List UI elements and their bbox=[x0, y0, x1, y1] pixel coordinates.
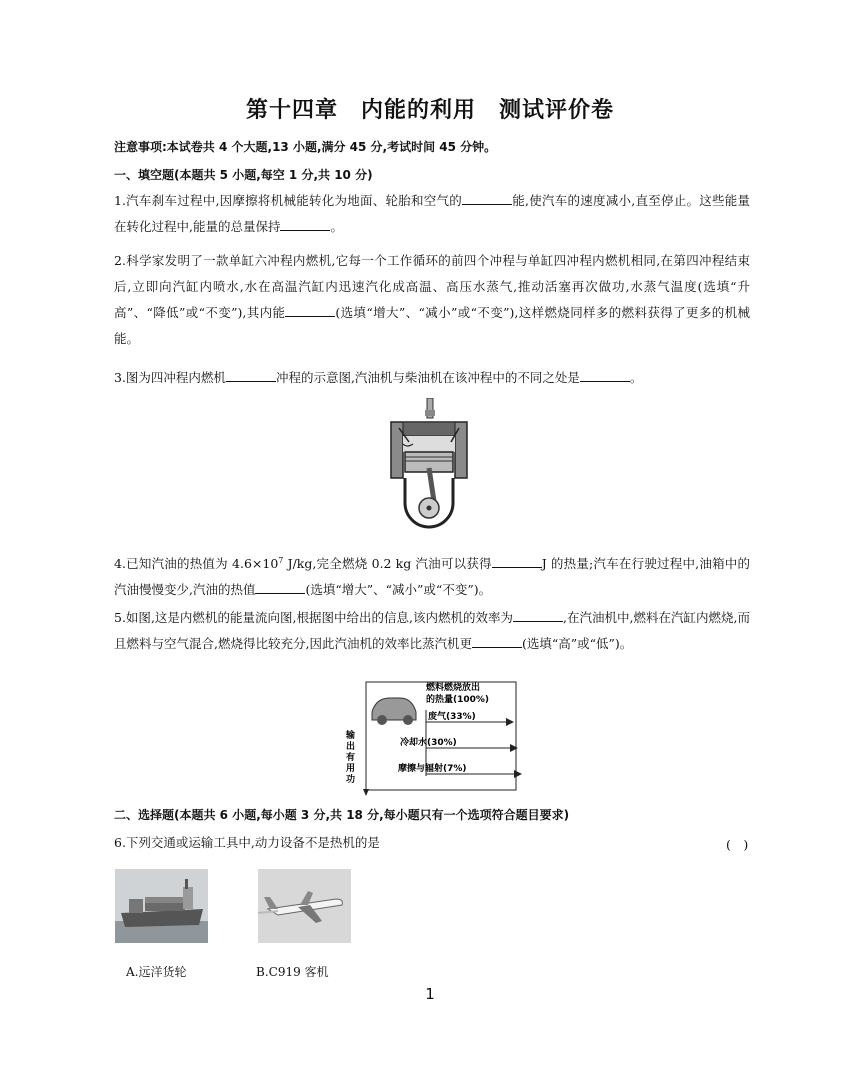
diagram-coolant-label: 冷却水(30%) bbox=[400, 738, 457, 748]
q1-text-c: 。 bbox=[330, 219, 343, 234]
q4-text-a: 4.已知汽油的热值为 4.6×10 bbox=[114, 556, 279, 572]
q4-blank-2 bbox=[255, 583, 305, 594]
diagram-friction-label: 摩擦与辐射(7%) bbox=[398, 764, 467, 774]
question-3 bbox=[114, 365, 750, 391]
energy-flow-diagram bbox=[338, 676, 528, 798]
option-a-label: A.远洋货轮 bbox=[126, 965, 187, 979]
q2-text-c: (选填“增大”、“减小”或“不变”),这样燃烧同样多的燃料获得了更多的机械能。 bbox=[114, 305, 750, 346]
page-title: 第十四章 内能的利用 测试评价卷 bbox=[245, 98, 614, 123]
question-1 bbox=[114, 188, 750, 240]
q3-text-c: 。 bbox=[629, 370, 643, 385]
question-4 bbox=[114, 548, 750, 603]
q4-text-b: J/kg,完全燃烧 0.2 kg 汽油可以获得 bbox=[283, 556, 492, 572]
question-5 bbox=[114, 605, 750, 657]
q3-blank-1 bbox=[226, 371, 276, 382]
question-2 bbox=[114, 248, 750, 352]
q2-text-a: 2.科学家发明了一款单缸六冲程内燃机,它每一个工作循环的前四个冲程与单缸四冲程内燃机相同,在第四冲程结束后,立即向汽缸内喷水,水在高温汽缸内迅速汽化成高温、高压水蒸气,推动活塞再次做功,水蒸气温度 bbox=[114, 253, 750, 294]
q5-text-b: ,在汽油机中,燃料在汽缸内燃烧,而且燃料与空气混合,燃烧得比较充分,因此汽油机的效率比蒸汽机更 bbox=[114, 610, 750, 651]
q3-text-b: 冲程的示意图,汽油机与柴油机在该冲程中的不同之处是 bbox=[275, 370, 580, 385]
q5-text-c: (选填“高”或“低”)。 bbox=[521, 636, 633, 651]
diagram-output-4: 用 bbox=[346, 764, 356, 774]
output-arrow bbox=[363, 789, 369, 796]
q3-text-a: 3.图为四冲程内燃机 bbox=[114, 370, 226, 385]
q1-text-b: 能,使汽车的速度减小,直至停止。这些能量在转化过程中,能量的总量保持 bbox=[114, 193, 750, 234]
friction-arrow bbox=[514, 770, 522, 778]
coolant-arrow bbox=[510, 744, 518, 752]
diagram-output-3: 有 bbox=[346, 753, 356, 763]
question-6-text: 6.下列交通或运输工具中,动力设备不是热机的是 bbox=[114, 835, 380, 850]
q3-blank-2 bbox=[580, 371, 630, 382]
page-number: 1 bbox=[425, 985, 435, 1003]
exam-notice: 注意事项:本试卷共 4 个大题,13 小题,满分 45 分,考试时间 45 分钟。 bbox=[114, 140, 497, 154]
q5-blank-2 bbox=[472, 637, 522, 648]
answer-parentheses: ( ) bbox=[726, 837, 749, 852]
section-1-heading: 一、填空题(本题共 5 小题,每空 1 分,共 10 分) bbox=[114, 168, 373, 182]
q2-blank-1 bbox=[285, 306, 335, 317]
q2-text-b: (选填“升高”、“降低”或“不变”),其内能 bbox=[114, 279, 750, 320]
diagram-exhaust-label: 废气(33%) bbox=[428, 712, 476, 722]
c919-airliner-image bbox=[258, 869, 351, 943]
q5-blank-1 bbox=[513, 611, 563, 622]
q1-text-a: 1.汽车刹车过程中,因摩擦将机械能转化为地面、轮胎和空气的 bbox=[114, 193, 462, 208]
diagram-output-5: 功 bbox=[346, 775, 356, 785]
q4-text-d: (选填“增大”、“减小”或“不变”)。 bbox=[305, 582, 492, 598]
q4-blank-1 bbox=[492, 557, 542, 568]
engine-cylinder-figure bbox=[385, 398, 473, 538]
diagram-source-line1: 燃料燃烧放出 bbox=[426, 683, 481, 693]
q1-blank-1 bbox=[462, 194, 512, 205]
q1-blank-2 bbox=[280, 220, 330, 231]
diagram-source-line2: 的热量(100%) bbox=[426, 695, 490, 705]
option-b-label: B.C919 客机 bbox=[256, 965, 329, 979]
q4-text-c: J 的热量;汽车在行驶过程中,油箱中的汽油慢慢变少,汽油的热值 bbox=[114, 556, 751, 598]
diagram-output-2: 出 bbox=[346, 742, 356, 752]
exhaust-arrow bbox=[506, 718, 514, 726]
q4-exponent: 7 bbox=[278, 556, 284, 565]
diagram-output-1: 输 bbox=[346, 731, 356, 741]
q5-text-a: 5.如图,这是内燃机的能量流向图,根据图中给出的信息,该内燃机的效率为 bbox=[114, 610, 513, 625]
cargo-ship-image bbox=[115, 869, 208, 943]
section-2-heading: 二、选择题(本题共 6 小题,每小题 3 分,共 18 分,每小题只有一个选项符合题目要求) bbox=[114, 808, 570, 822]
